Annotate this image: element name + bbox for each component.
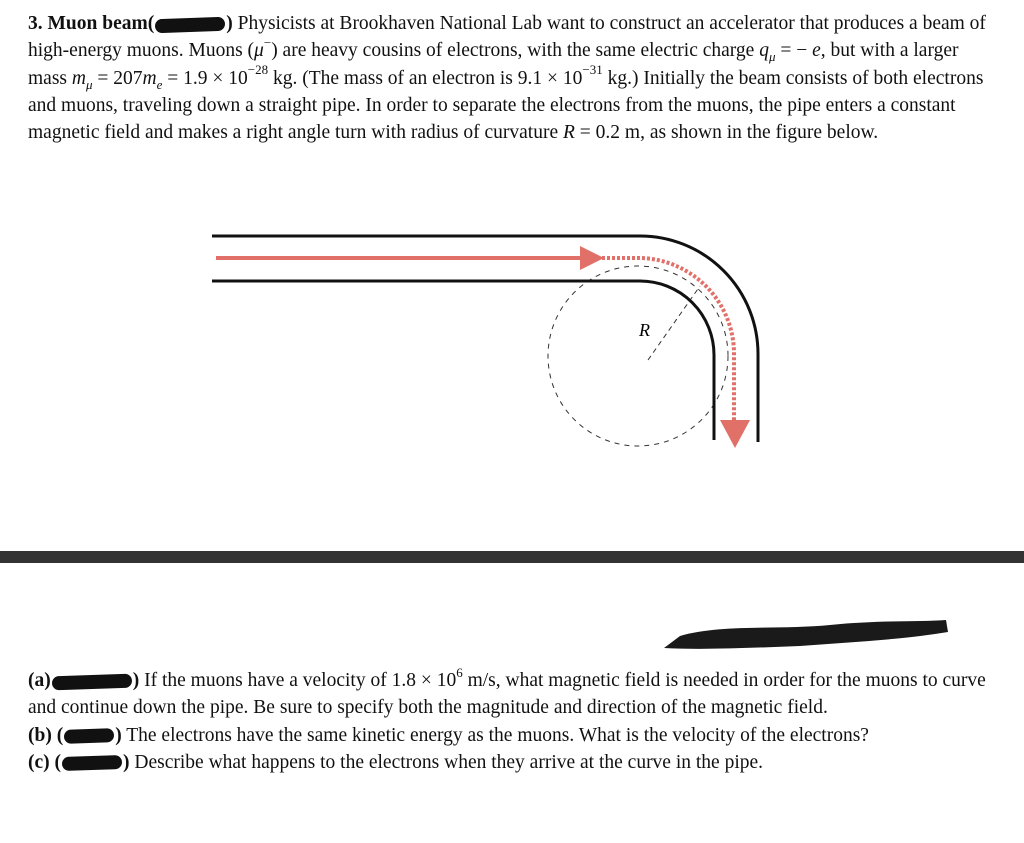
question-b-text: The electrons have the same kinetic energy as the muons. What is the velocity of the electrons? xyxy=(121,724,869,746)
radius-label: R xyxy=(639,320,650,340)
question-b-label: (b) ( xyxy=(28,724,64,746)
symbol-m-sub: μ xyxy=(85,76,93,92)
symbol-me-sub: e xyxy=(156,76,163,92)
pipe-inner-wall xyxy=(212,281,714,440)
intro-text-7: kg. (The mass of an electron is 9.1 × 10 xyxy=(268,67,583,89)
redacted-points-b xyxy=(64,728,114,744)
question-c-label: (c) ( xyxy=(28,751,62,773)
question-c-close: ) xyxy=(123,751,130,773)
symbol-minus: − xyxy=(263,34,272,50)
beam-arrow-right xyxy=(580,246,604,270)
symbol-mu: μ xyxy=(254,40,264,62)
beam-arrow-down xyxy=(720,420,750,448)
symbol-me: m xyxy=(142,67,157,89)
symbol-q-sub: μ xyxy=(768,49,776,65)
question-a-text-2: m/s, what magnetic field is needed in order for the muons to curve and continue down the pipe. Be sure to specify both the magnitude and direction of the magnetic field. xyxy=(28,670,986,719)
question-b-close: ) xyxy=(115,724,122,746)
problem-number: 3. xyxy=(28,13,43,34)
redacted-points-a xyxy=(52,673,132,690)
radius-line xyxy=(648,286,700,360)
redacted-points-c xyxy=(62,755,122,771)
symbol-m: m xyxy=(71,67,86,89)
question-a-exponent: 6 xyxy=(456,664,463,680)
intro-text-1: Physicists at Brookhaven National Lab want to construct an accelerator that produces a beam of high-energy muons. Muons ( xyxy=(28,13,986,62)
symbol-e: e xyxy=(812,40,821,62)
scribbled-redaction xyxy=(0,600,1024,660)
exponent-muon-mass: −28 xyxy=(247,62,269,78)
symbol-q: q xyxy=(759,40,769,62)
pipe-figure xyxy=(0,200,1024,460)
points-open: ( xyxy=(147,13,155,34)
intro-text-5: = 207 xyxy=(92,67,143,89)
intro-text-3: = − xyxy=(775,40,813,62)
intro-text-2: ) are heavy cousins of electrons, with the same electric charge xyxy=(271,40,760,62)
question-a-text-1: If the muons have a velocity of 1.8 × 10 xyxy=(139,670,457,691)
intro-text-4: , but with a larger mass xyxy=(28,40,959,89)
question-list xyxy=(28,664,988,776)
intro-text-8: kg.) Initially the beam consists of both electrons and muons, traveling down a straight pipe. In order to separate the electrons from the muons, the pipe enters a constant magnetic field and makes a right angle turn with radius of curvature xyxy=(28,67,984,144)
intro-text-6: = 1.9 × 10 xyxy=(162,67,248,89)
problem-statement xyxy=(28,10,988,146)
question-a-label: (a) xyxy=(28,670,51,691)
question-b xyxy=(28,722,988,749)
redacted-points xyxy=(155,16,225,32)
section-divider xyxy=(0,551,1024,563)
question-a xyxy=(28,664,988,722)
problem-title: Muon beam xyxy=(47,13,148,34)
curvature-circle xyxy=(548,266,728,446)
points-close: ) xyxy=(226,13,233,34)
question-c-text: Describe what happens to the electrons when they arrive at the curve in the pipe. xyxy=(129,751,764,773)
exponent-electron-mass: −31 xyxy=(582,62,603,78)
symbol-R: R xyxy=(562,122,575,144)
intro-text-9: = 0.2 m, as shown in the figure below. xyxy=(574,122,879,144)
question-c xyxy=(28,749,988,776)
question-a-close: ) xyxy=(132,670,140,691)
